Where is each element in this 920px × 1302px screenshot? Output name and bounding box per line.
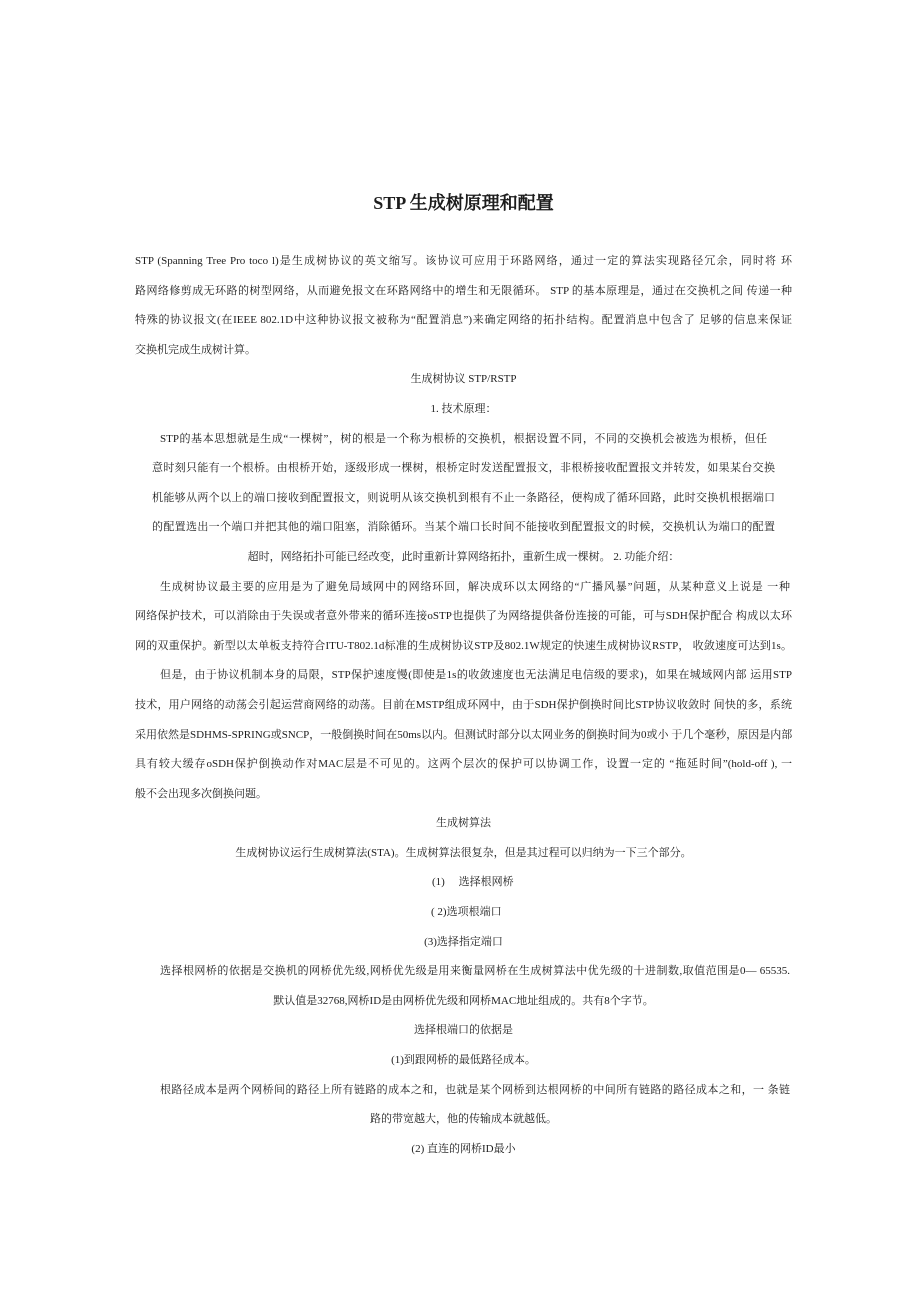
function-line: 生成树协议最主要的应用是为了避免局域网中的网络环回，解决成环以太网络的“广播风暴”问题，从某种意义上说是 一种: [160, 580, 790, 593]
criterion-1-line: 根路径成本是两个网桥间的路径上所有链路的成本之和，也就是某个网桥到达根网桥的中间所有链路的路径成本之和，一 条链: [160, 1083, 790, 1096]
algorithm-step: (3)选择指定端口: [424, 935, 503, 948]
limitation-line: 技术，用户网络的动荡会引起运营商网络的动荡。目前在MSTP组成环网中，由于SDH保护倒换时间比STP协议收敛时 间快的多，系统: [135, 698, 792, 711]
intro-line: 路网络修剪成无环路的树型网络，从而避免报文在环路网络中的增生和无限循环。 STP 的基本原理是，通过在交换机之间 传递一种: [135, 284, 792, 297]
root-port-heading: 选择根端口的依据是: [414, 1024, 513, 1037]
limitation-line: 但是，由于协议机制本身的局限，STP保护速度慢(即使是1s的收敛速度也无法满足电信级的要求)，如果在城域网内部 运用STP: [160, 669, 792, 682]
algorithm-intro: 生成树协议运行生成树算法(STA)。生成树算法很复杂，但是其过程可以归纳为一下三个部分。: [235, 846, 692, 859]
intro-line: STP (Spanning Tree Pro toco l)是生成树协议的英文缩写。该协议可应用于环路网络，通过一定的算法实现路径冗余，同时将 环: [135, 255, 792, 267]
principle-line: STP的基本思想就是生成“一棵树”，树的根是一个称为根桥的交换机，根据设置不同，不同的交换机会被选为根桥，但任: [160, 432, 767, 445]
intro-line: 特殊的协议报文(在IEEE 802.1D中这种协议报文被称为“配置消息”)来确定网络的拓扑结构。配置消息中包含了 足够的信息来保证: [135, 314, 792, 327]
principle-line: 意时刻只能有一个根桥。由根桥开始，逐级形成一棵树，根桥定时发送配置报文，非根桥接收配置报文并转发，如果某台交换: [152, 462, 775, 475]
criterion-2: (2) 直连的网桥ID最小: [411, 1142, 516, 1155]
algorithm-step: ( 2)选项根端口: [431, 906, 502, 919]
root-bridge-line: 选择根网桥的依据是交换机的网桥优先级,网桥优先级是用来衡量网桥在生成树算法中优先级的十进制数,取值范围是0— 65535.: [160, 965, 790, 978]
document-title: STP 生成树原理和配置: [373, 193, 554, 213]
function-line: 网的双重保护。新型以太单板支持符合ITU-T802.1d标准的生成树协议STP及802.1W规定的快速生成树协议RSTP， 收敛速度可达到1s。: [135, 639, 792, 652]
principle-line: 机能够从两个以上的端口接收到配置报文，则说明从该交换机到根有不止一条路径，便构成了循环回路，此时交换机根据端口: [152, 491, 775, 504]
criterion-1-line: 路的带宽越大，他的传输成本就越低。: [370, 1113, 557, 1126]
limitation-line: 具有较大缓存oSDH保护倒换动作对MAC层是不可见的。这两个层次的保护可以协调工作，设置一定的 “拖延时间”(hold-off ), 一: [135, 758, 792, 771]
section-heading-algorithm: 生成树算法: [436, 817, 491, 830]
function-line: 网络保护技术，可以消除由于失误或者意外带来的循环连接oSTP也提供了为网络提供备份连接的可能，可与SDH保护配合 构成以太环: [135, 610, 792, 623]
subheading-technical-principle: 1. 技术原理：: [430, 402, 497, 415]
principle-line: 超时，网络拓扑可能已经改变，此时重新计算网络拓扑，重新生成一棵树。 2. 功能介绍：: [247, 550, 680, 563]
intro-line: 交换机完成生成树计算。: [135, 343, 256, 356]
criterion-1: (1)到跟网桥的最低路径成本。: [391, 1054, 536, 1067]
limitation-line: 般不会出现多次倒换问题。: [135, 787, 267, 800]
algorithm-step: (1) 选择根网桥: [432, 876, 514, 889]
principle-line: 的配置选出一个端口并把其他的端口阻塞，消除循环。当某个端口长时间不能接收到配置报文的时候，交换机认为端口的配置: [152, 521, 775, 534]
document-body: [135, 247, 792, 1164]
limitation-line: 采用依然是SDHMS-SPRING或SNCP，一般倒换时间在50ms以内。但测试时部分以太网业务的倒换时间为0或小 于几个毫秒，原因是内部: [135, 728, 792, 741]
root-bridge-line: 默认值是32768,网桥ID是由网桥优先级和网桥MAC地址组成的。共有8个字节。: [273, 994, 654, 1007]
section-heading-stp-rstp: 生成树协议 STP/RSTP: [410, 373, 517, 386]
